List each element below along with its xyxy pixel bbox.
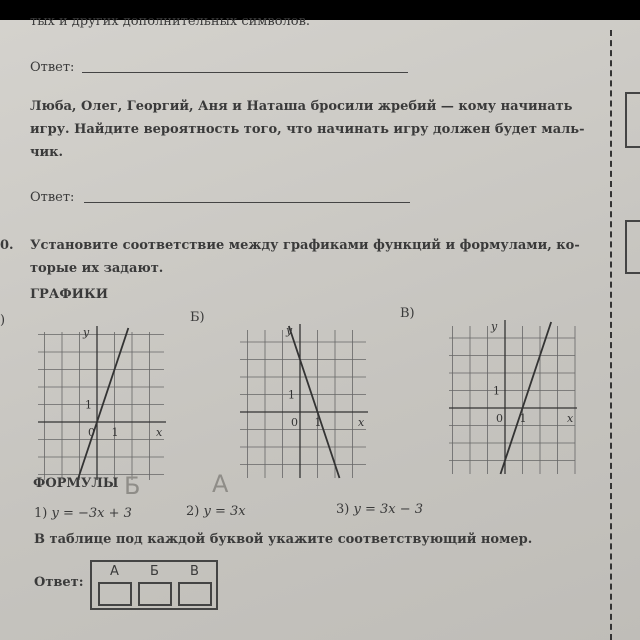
x-axis-label: x — [567, 412, 574, 425]
y-tick-label: 1 — [288, 388, 295, 402]
answer-label-10: Ответ: — [34, 575, 84, 590]
function-line — [289, 326, 340, 478]
task9-line2: игру. Найдите вероятность того, что начинать игру должен будет маль- — [30, 122, 585, 137]
side-answer-box-10 — [625, 220, 640, 274]
answer-table — [90, 560, 218, 610]
graph-v — [447, 316, 582, 476]
graph-label-b: Б) — [190, 310, 205, 325]
task10-number: 0. — [0, 238, 14, 253]
graph-b — [238, 320, 373, 480]
table-instruction: В таблице под каждой буквой укажите соответствующий номер. — [34, 532, 533, 547]
y-axis-label: y — [286, 324, 293, 337]
answer-col-a: А — [110, 564, 119, 579]
function-line — [501, 322, 552, 474]
graph-label-a: ) — [0, 313, 6, 328]
x-tick-label: 1 — [314, 416, 322, 429]
graph-label-v: В) — [400, 306, 415, 321]
formula-3-number: 3) — [336, 502, 350, 517]
y-axis-label: y — [491, 320, 498, 333]
formula-1-number: 1) — [34, 506, 48, 521]
x-tick-label: 1 — [111, 426, 119, 439]
x-tick-label: 1 — [519, 412, 527, 425]
y-tick-label: 1 — [493, 384, 500, 398]
task10-line1: Установите соответствие между графиками функций и формулами, ко- — [30, 238, 580, 253]
previous-task-tail: тых и других дополнительных символов. — [30, 14, 311, 29]
graphs-heading: ГРАФИКИ — [30, 287, 109, 302]
answer-cell-b[interactable] — [138, 582, 172, 606]
cut-line — [610, 30, 612, 640]
formulas-heading: ФОРМУЛЫ — [33, 476, 119, 491]
answer-cell-a[interactable] — [98, 582, 132, 606]
origin-label: 0 — [291, 416, 298, 429]
origin-label: 0 — [88, 426, 95, 439]
x-axis-label: x — [358, 416, 365, 429]
y-axis-label: y — [83, 326, 90, 339]
answer-col-v: В — [190, 564, 199, 579]
handwritten-mark-a: А — [212, 470, 229, 498]
answer-label-9: Ответ: — [30, 190, 75, 205]
graph-a — [36, 322, 168, 482]
formula-1 — [34, 504, 132, 524]
textbook-page — [0, 14, 640, 640]
side-answer-box-9 — [625, 92, 640, 148]
y-tick-label: 1 — [85, 398, 92, 412]
x-axis-label: x — [156, 426, 163, 439]
formula-2 — [186, 502, 246, 522]
answer-cell-v[interactable] — [178, 582, 212, 606]
answer-line-9[interactable] — [84, 202, 410, 203]
answer-col-b: Б — [150, 564, 159, 579]
task9-line3: чик. — [30, 145, 64, 160]
formula-3 — [336, 500, 423, 520]
formula-1-expr: y = −3x + 3 — [51, 506, 132, 521]
formula-3-expr: y = 3x − 3 — [353, 502, 424, 517]
task9-line1: Люба, Олег, Георгий, Аня и Наташа бросили жребий — кому начинать — [30, 99, 573, 114]
formula-2-expr: y = 3x — [203, 504, 246, 519]
answer-label-8: Ответ: — [30, 60, 75, 75]
task10-line2: торые их задают. — [30, 261, 164, 276]
formula-2-number: 2) — [186, 504, 200, 519]
handwritten-mark-b: Б — [124, 472, 141, 500]
answer-line-8[interactable] — [82, 72, 408, 73]
origin-label: 0 — [496, 412, 503, 425]
